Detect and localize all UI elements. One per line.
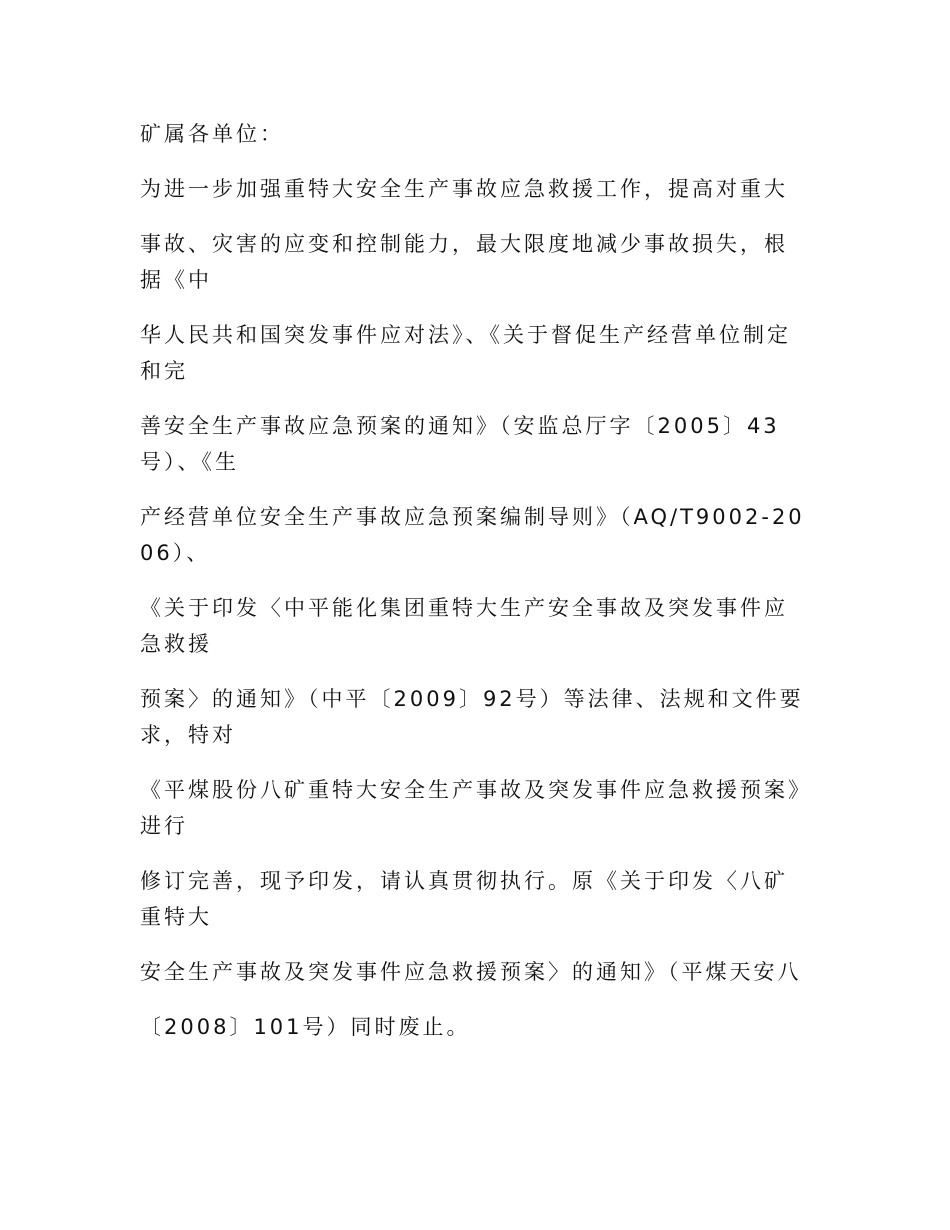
salutation: 矿属各单位： [140,122,284,146]
paragraph-line: 《关于印发〈中平能化集团重特大生产安全事故及突发事件应急救援 [140,596,788,656]
paragraph-line: 《平煤股份八矿重特大安全生产事故及突发事件应急救援预案》进行 [140,778,802,838]
paragraph-line: 〔2008〕101号）同时废止。 [140,1015,471,1039]
paragraph-line: 安全生产事故及突发事件应急救援预案〉的通知》（平煤天安八 [140,960,802,984]
paragraph-line: 为进一步加强重特大安全生产事故应急救援工作，提高对重大 [140,177,788,201]
paragraph-line: 事故、灾害的应变和控制能力，最大限度地减少事故损失，根据《中 [140,232,788,292]
paragraph-line: 善安全生产事故应急预案的通知》（安监总厅字〔2005〕43号）、《生 [140,414,780,474]
paragraph-line: 预案〉的通知》（中平〔2009〕92号）等法律、法规和文件要求，特对 [140,687,804,747]
paragraph-line: 华人民共和国突发事件应对法》、《关于督促生产经营单位制定和完 [140,323,791,383]
paragraph-line: 修订完善，现予印发，请认真贯彻执行。原《关于印发〈八矿重特大 [140,869,788,929]
paragraph-line: 产经营单位安全生产事故应急预案编制导则》（AQ/T9002-2006）、 [140,505,805,565]
document-body [140,116,810,1045]
